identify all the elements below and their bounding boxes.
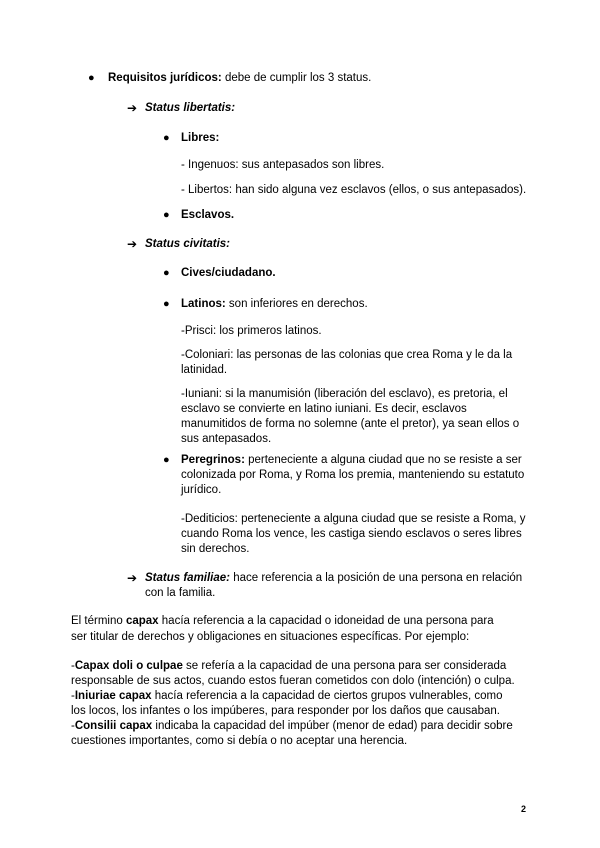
arrow-icon: ➔	[127, 571, 138, 585]
capax-item-doli	[71, 659, 517, 689]
peregrinos-label: Peregrinos:	[181, 454, 245, 466]
capax-intro-post: hacía referencia a la capacidad o idoneidad de una persona para ser titular de derechos y obligaciones en situaciones específicas. Por ejemplo:	[71, 615, 494, 643]
page-number: 2	[521, 804, 527, 814]
libres-heading	[181, 131, 219, 146]
capax-item-consilii	[71, 719, 517, 749]
capax-item-text: hacía referencia a la capacidad de ciertos grupos vulnerables, como los locos, los infantes o los impúberes, para responder por los daños que causaban.	[71, 690, 503, 717]
libres-label: Libres:	[181, 132, 220, 144]
capax-item-bold: Iniuriae capax	[74, 690, 152, 702]
bullet-dot: ●	[163, 267, 170, 279]
esclavos-heading	[181, 208, 234, 223]
libertatis-label: Status libertatis:	[145, 102, 236, 114]
familiae-paragraph	[145, 571, 525, 601]
dediticios-paragraph: -Dediticios: perteneciente a alguna ciudad que se resiste a Roma, y cuando Roma los vence, les castiga siendo esclavos o seres libres sin derechos.	[181, 513, 526, 555]
capax-item-text: indicaba la capacidad del impúber (menor de edad) para decidir sobre cuestiones importantes, como si debía o no aceptar una herencia.	[71, 720, 513, 747]
latinos-text: son inferiores en derechos.	[225, 298, 368, 310]
esclavos-label: Esclavos.	[181, 209, 235, 221]
capax-intro-pre: El término	[71, 615, 126, 627]
bullet-dot: ●	[163, 209, 170, 221]
arrow-icon: ➔	[127, 237, 138, 251]
requisitos-line	[108, 71, 548, 86]
capax-item-iniuriae	[71, 689, 517, 719]
coloniari-paragraph: -Coloniari: las personas de las colonias que crea Roma y le da la latinidad.	[181, 349, 513, 376]
capax-item-dash: -	[71, 720, 75, 732]
requisitos-label: Requisitos jurídicos:	[108, 72, 222, 84]
civitatis-heading	[145, 237, 230, 252]
familiae-text: hace referencia a la posición de una persona en relación con la familia.	[145, 572, 523, 599]
capax-item-bold: Capax doli o culpae	[74, 660, 183, 672]
latinos-line	[181, 297, 531, 312]
requisitos-text: debe de cumplir los 3 status.	[221, 72, 372, 84]
cives-heading	[181, 266, 276, 281]
capax-intro-paragraph	[71, 613, 511, 645]
civitatis-label: Status civitatis:	[145, 238, 230, 250]
prisci-line: -Prisci: los primeros latinos.	[181, 325, 322, 337]
capax-item-dash: -	[71, 690, 75, 702]
peregrinos-paragraph	[181, 453, 526, 498]
bullet-dot: ●	[163, 454, 170, 466]
ingenuos-line: - Ingenuos: sus antepasados son libres.	[181, 159, 385, 171]
libertatis-heading	[145, 101, 235, 116]
arrow-icon: ➔	[127, 101, 138, 115]
peregrinos-text: perteneciente a alguna ciudad que no se resiste a ser colonizada por Roma, y Roma los premia, manteniendo su estatuto jurídico.	[181, 454, 525, 496]
familiae-label: Status familiae:	[145, 572, 230, 584]
latinos-label: Latinos:	[181, 298, 226, 310]
capax-intro-bold: capax	[125, 615, 159, 627]
capax-list	[71, 659, 517, 749]
capax-item-text: se refería a la capacidad de una persona para ser considerada responsable de sus actos, cuando estos fueran cometidos con dolo (intención) o culpa.	[71, 660, 515, 687]
bullet-dot: ●	[163, 298, 170, 310]
cives-label: Cives/ciudadano.	[181, 267, 276, 279]
libertos-line: - Libertos: han sido alguna vez esclavos (ellos, o sus antepasados).	[181, 184, 527, 196]
capax-item-dash: -	[71, 660, 75, 672]
bullet-dot: ●	[88, 72, 95, 84]
bullet-dot: ●	[163, 132, 170, 144]
iuniani-paragraph: -Iuniani: si la manumisión (liberación del esclavo), es pretoria, el esclavo se convierte en latino iuniani. Es decir, esclavos manumitidos de forma no solemne (ante el pretor), ya sean ellos o sus antepasados.	[181, 388, 520, 445]
capax-item-bold: Consilii capax	[74, 720, 153, 732]
